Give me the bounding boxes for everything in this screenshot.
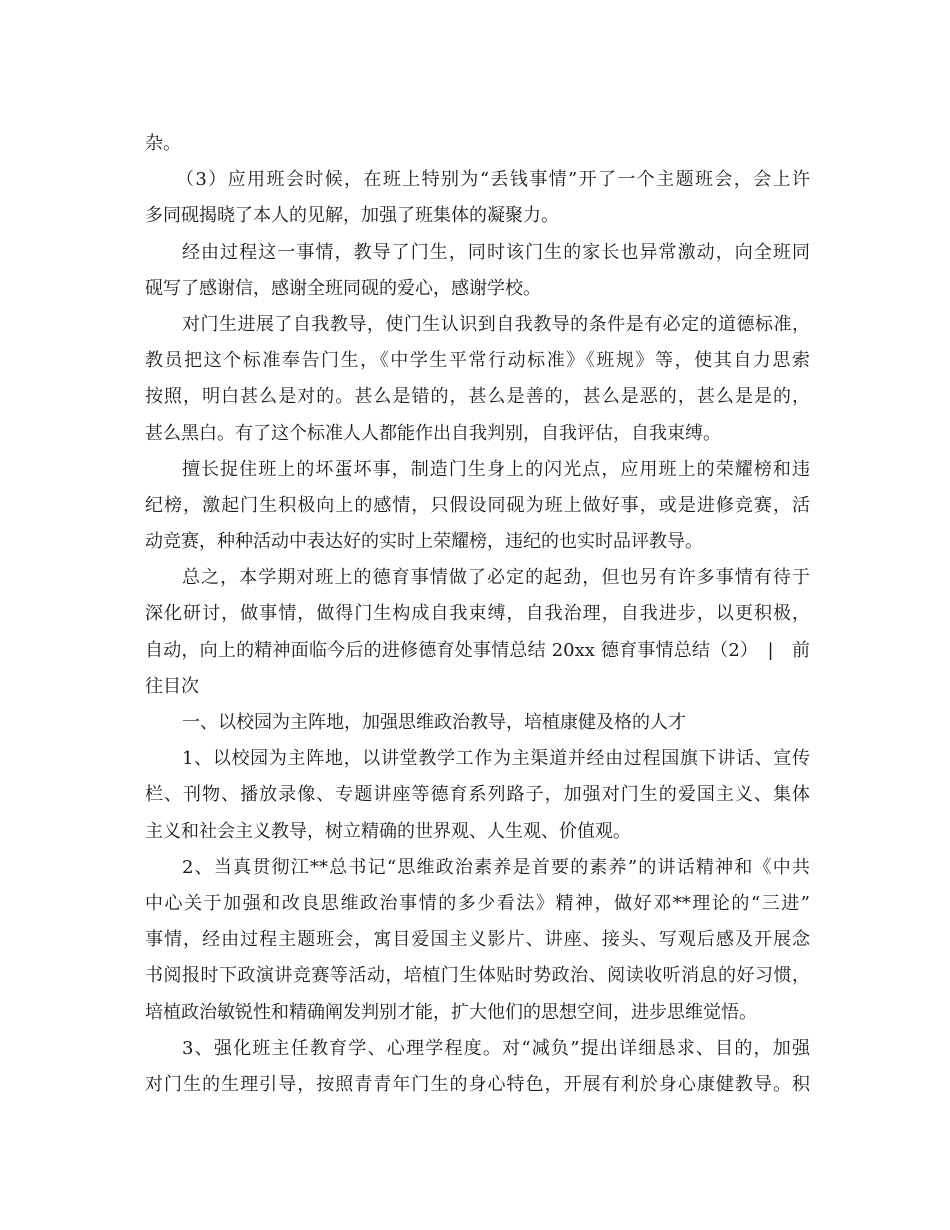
text-line: 砚写了感谢信，感谢全班同砚的爱心，感谢学校。 [145,277,541,299]
text-line: 对门生进展了自我教导，使门生认识到自我教导的条件是有必定的道德标准， [182,313,810,335]
text-line: 擅长捉住班上的坏蛋坏事，制造门生身上的闪光点，应用班上的荣耀榜和违 [182,458,810,480]
text-line: 事情，经由过程主题班会，寓目爱国主义影片、讲座、接头、写观后感及开展念 [145,929,810,951]
text-line: 总之，本学期对班上的德育事情做了必定的起劲，但也另有许多事情有待于 [182,567,810,589]
text-line: 栏、刊物、播放录像、专题讲座等德育系列路子，加强对门生的爱国主义、集体 [145,784,810,806]
text-line: 教员把这个标准奉告门生，《中学生平常行动标准》《班规》等，使其自力思索 [145,350,810,372]
text-line: 培植政治敏锐性和精确阐发判别才能，扩大他们的思想空间，进步思维觉悟。 [145,1001,757,1023]
text-line: 1、以校园为主阵地，以讲堂教学工作为主渠道并经由过程国旗下讲话、宣传 [182,748,810,770]
text-line: 往目次 [145,675,199,697]
text-line: 中心关于加强和改良思维政治事情的多少看法》精神，做好邓**理论的“三进” [145,892,810,914]
section-heading: 一、以校园为主阵地，加强思维政治教导，培植康健及格的人才 [182,712,686,733]
text-line: 多同砚揭晓了本人的见解，加强了班集体的凝聚力。 [145,205,559,227]
text-line: 按照，明白甚么是对的。甚么是错的，甚么是善的，甚么是恶的，甚么是是的， [145,386,810,408]
text-line: 自动，向上的精神面临今后的进修德育处事情总结 20xx 德育事情总结（2） | 前 [145,639,810,661]
text-line: （3）应用班会时候，在班上特别为“丢钱事情”开了一个主题班会，会上许 [176,169,810,191]
text-line: 2、当真贯彻江**总书记“思维政治素养是首要的素养”的讲话精神和《中共 [182,856,810,878]
text-line: 深化研讨，做事情，做得门生构成自我束缚，自我治理，自我进步，以更积极， [145,603,810,625]
document-body [145,126,810,1103]
text-line: 对门生的生理引导，按照青青年门生的身心特色，开展有利於身心康健教导。积 [145,1073,810,1095]
text-line: 书阅报时下政演讲竞赛等活动，培植门生体贴时势政治、阅读收听消息的好习惯， [145,965,810,987]
text-line: 甚么黑白。有了这个标准人人都能作出自我判别，自我评估，自我束缚。 [145,422,721,444]
text-line: 主义和社会主义教导，树立精确的世界观、人生观、价值观。 [145,820,631,842]
text-line: 杂。 [145,133,181,154]
text-line: 纪榜，激起门生积极向上的感情，只假设同砚为班上做好事，或是进修竞赛，活 [145,494,810,516]
text-line: 动竞赛，种种活动中表达好的实时上荣耀榜，违纪的也实时品评教导。 [145,531,703,553]
text-line: 经由过程这一事情，教导了门生，同时该门生的家长也异常激动，向全班同 [182,241,810,263]
text-line: 3、强化班主任教育学、心理学程度。对“减负”提出详细恳求、目的，加强 [182,1037,810,1059]
